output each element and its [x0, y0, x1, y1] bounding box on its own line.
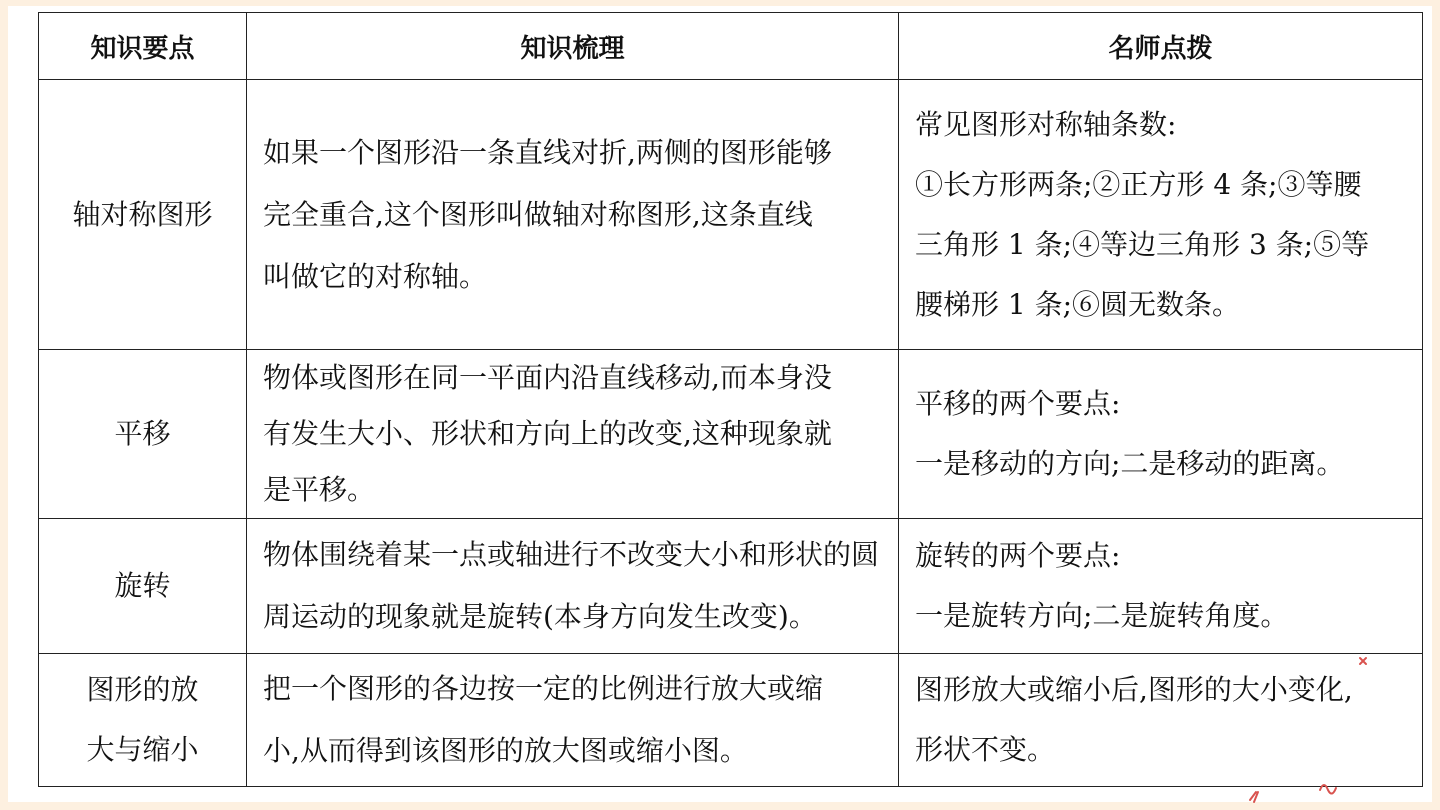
summary-line: 小,从而得到该图形的放大图或缩小图。 — [263, 734, 748, 767]
point-text: 图形的放 — [86, 673, 199, 706]
summary-line: 把一个图形的各边按一定的比例进行放大或缩 — [263, 672, 824, 705]
point-text: 轴对称图形 — [72, 197, 213, 231]
tip-line: 平移的两个要点: — [915, 387, 1121, 420]
summary-line: 如果一个图形沿一条直线对折,两侧的图形能够 — [263, 135, 832, 169]
table-row — [39, 654, 1423, 787]
knowledge-point-cell — [39, 80, 247, 350]
tip-line: 一是旋转方向;二是旋转角度。 — [915, 599, 1289, 632]
tip-line: 形状不变。 — [915, 733, 1056, 766]
summary-line: 叫做它的对称轴。 — [263, 259, 488, 293]
header-row — [39, 13, 1423, 80]
star-mark-icon — [1360, 658, 1366, 664]
header-knowledge-point: 知识要点 — [39, 13, 247, 80]
decorative-marks — [1240, 650, 1380, 810]
knowledge-summary-cell — [247, 80, 899, 350]
knowledge-summary-cell — [247, 654, 899, 787]
teacher-tip-cell — [899, 519, 1423, 654]
knowledge-point-cell — [39, 519, 247, 654]
tip-line: 腰梯形 1 条;⑥圆无数条。 — [915, 287, 1241, 321]
teacher-tip-cell — [899, 80, 1423, 350]
point-text: 旋转 — [114, 569, 171, 602]
table-row — [39, 80, 1423, 350]
table-row — [39, 519, 1423, 654]
knowledge-point-cell — [39, 350, 247, 519]
squiggle-icon — [1320, 785, 1336, 794]
summary-line: 完全重合,这个图形叫做轴对称图形,这条直线 — [263, 197, 813, 231]
tip-line: 一是移动的方向;二是移动的距离。 — [915, 447, 1345, 480]
knowledge-table — [38, 12, 1423, 787]
tick-mark-icon — [1250, 792, 1258, 802]
tip-line: 旋转的两个要点: — [915, 539, 1121, 572]
tip-line: ①长方形两条;②正方形 4 条;③等腰 — [915, 167, 1362, 201]
summary-line: 是平移。 — [263, 473, 376, 506]
header-teacher-tips: 名师点拨 — [899, 13, 1423, 80]
summary-line: 有发生大小、形状和方向上的改变,这种现象就 — [263, 417, 832, 450]
point-text: 平移 — [114, 417, 171, 450]
table-row — [39, 350, 1423, 519]
knowledge-summary-cell — [247, 350, 899, 519]
summary-line: 物体围绕着某一点或轴进行不改变大小和形状的圆 — [263, 538, 880, 571]
tip-line: 三角形 1 条;④等边三角形 3 条;⑤等 — [915, 227, 1370, 261]
point-text: 大与缩小 — [86, 733, 199, 766]
tip-line: 图形放大或缩小后,图形的大小变化, — [915, 673, 1353, 706]
teacher-tip-cell — [899, 350, 1423, 519]
summary-line: 周运动的现象就是旋转(本身方向发生改变)。 — [263, 600, 817, 633]
header-knowledge-summary: 知识梳理 — [247, 13, 899, 80]
knowledge-summary-cell — [247, 519, 899, 654]
knowledge-point-cell — [39, 654, 247, 787]
summary-line: 物体或图形在同一平面内沿直线移动,而本身没 — [263, 361, 832, 394]
tip-line: 常见图形对称轴条数: — [915, 107, 1177, 141]
